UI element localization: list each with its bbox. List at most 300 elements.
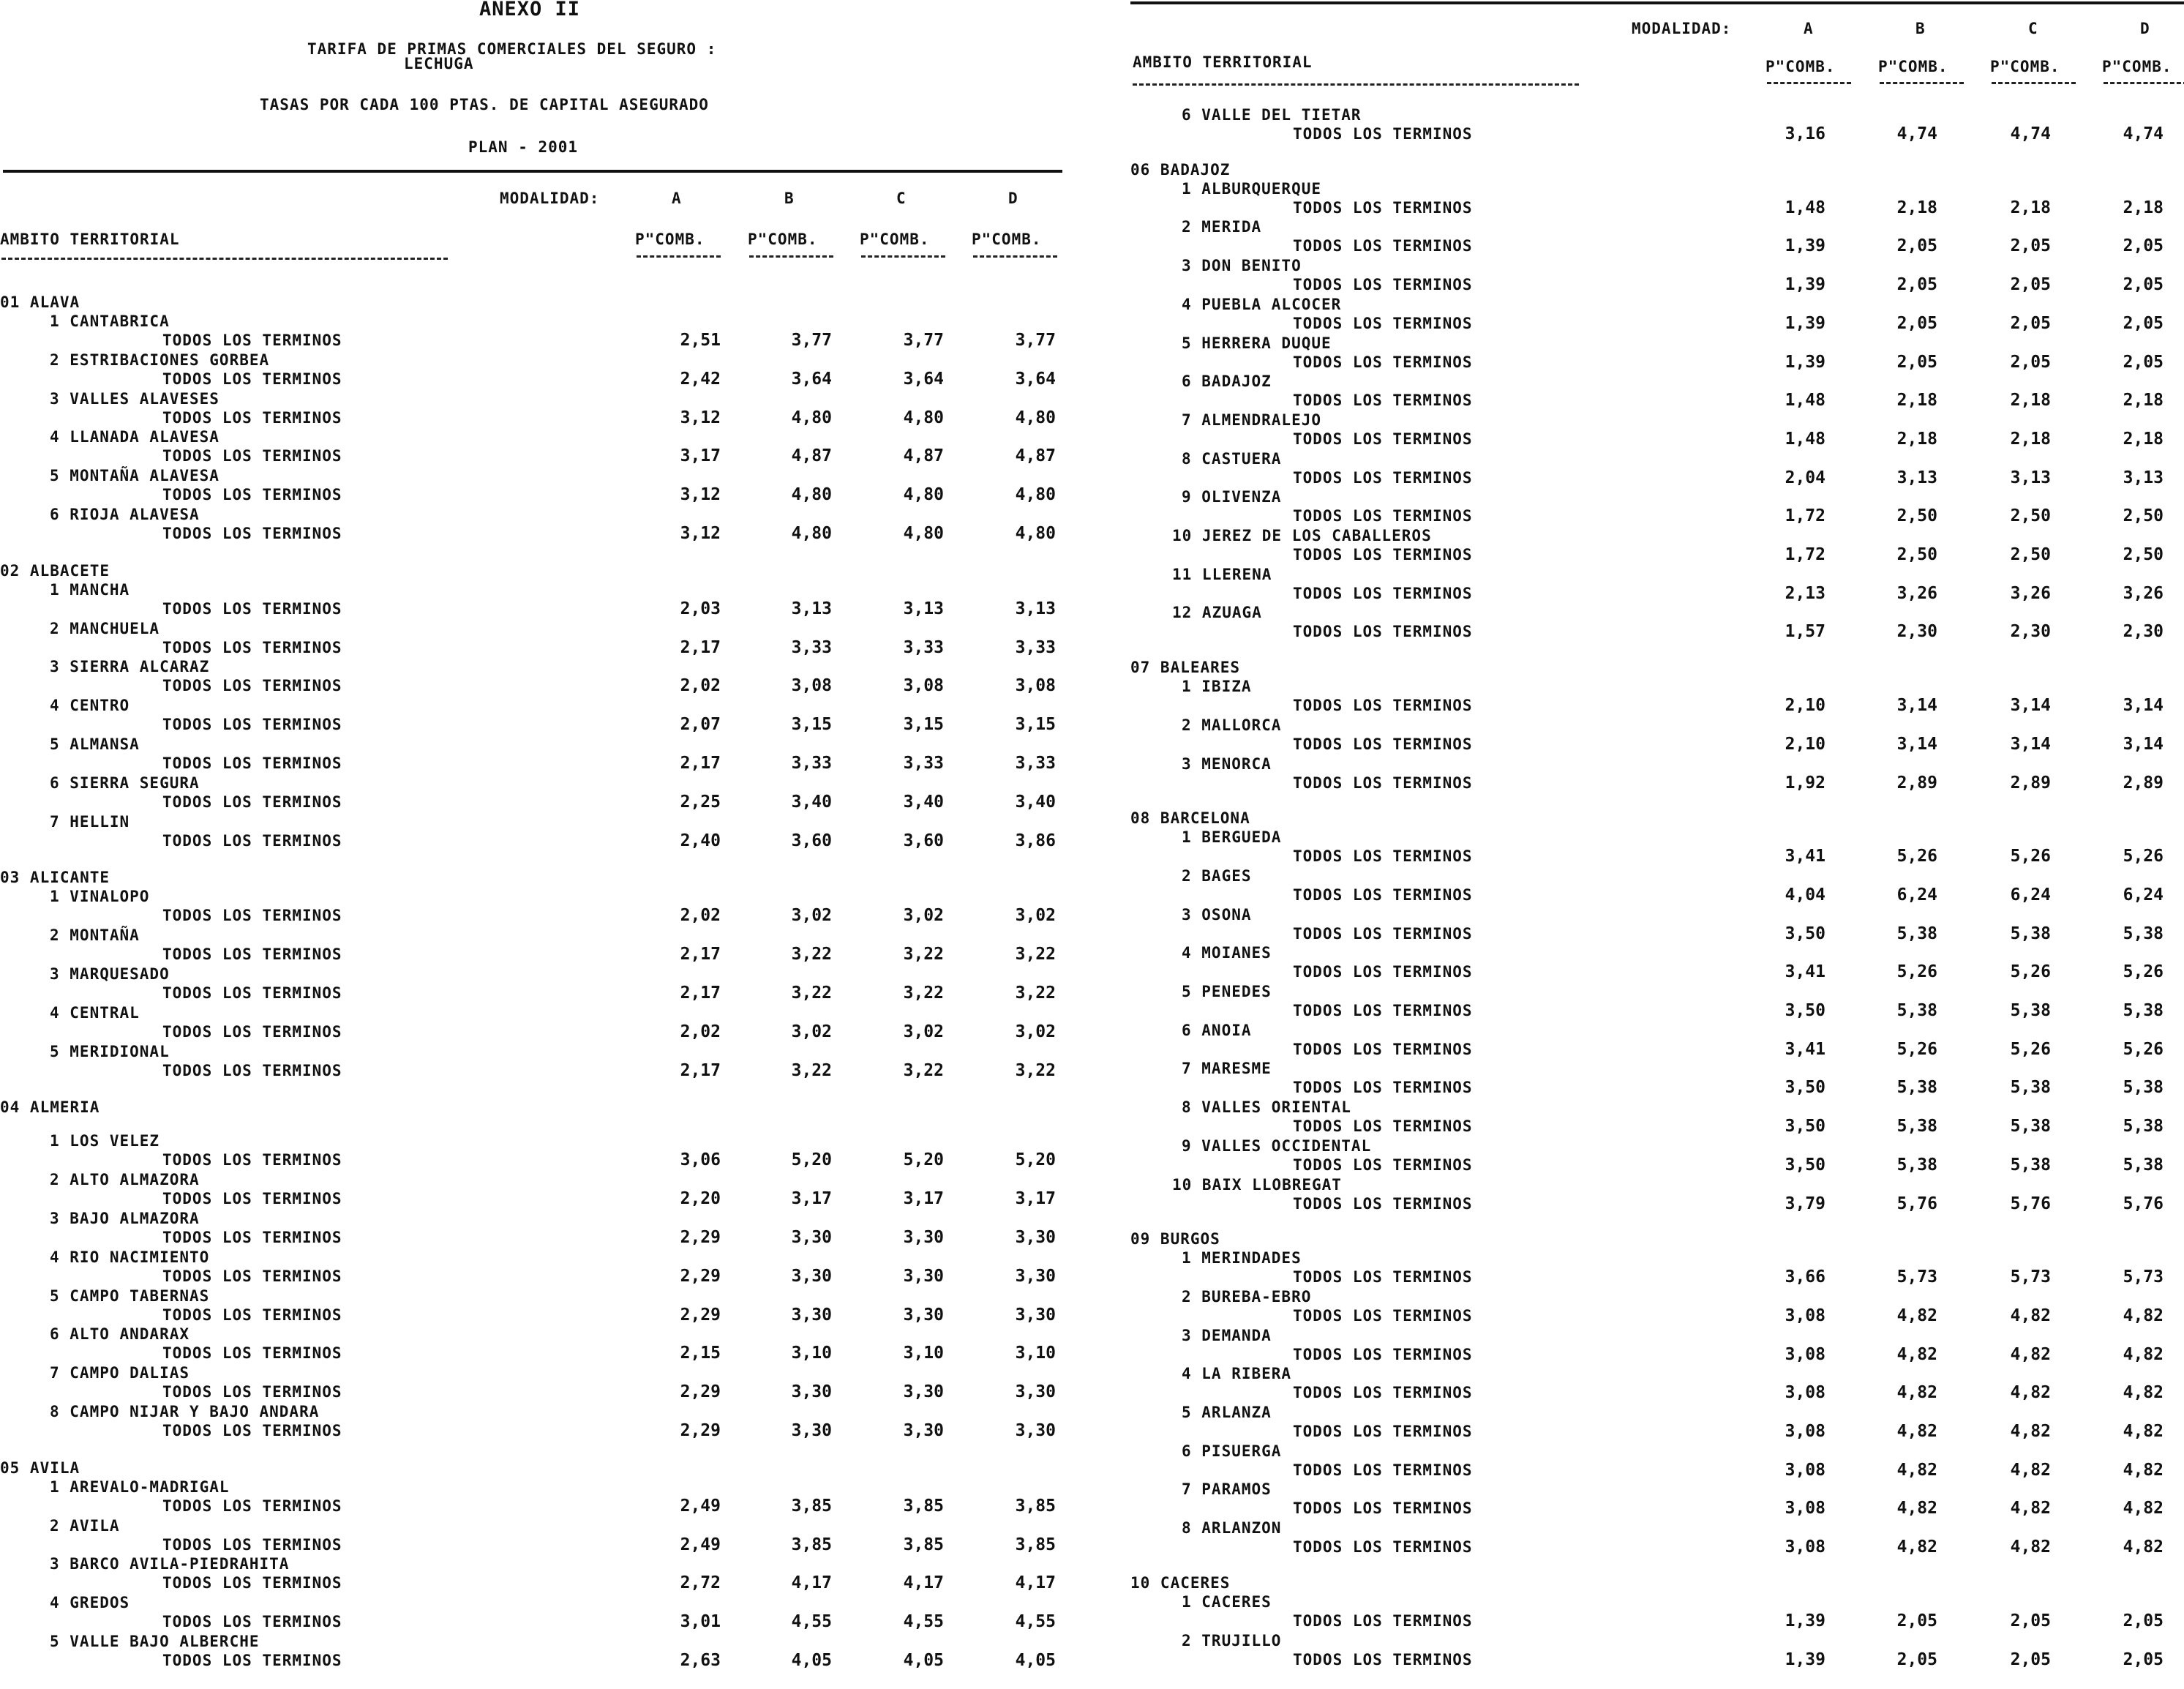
- modalidad-label-right: MODALIDAD:: [1632, 20, 1732, 37]
- zone-name: 6 ALTO ANDARAX: [50, 1325, 190, 1344]
- zone-name: 1 MERINDADES: [1182, 1249, 1302, 1267]
- rate-value-d: 2,89: [2123, 773, 2164, 793]
- term-label: TODOS LOS TERMINOS: [1293, 276, 1473, 294]
- rate-value-c: 4,87: [903, 446, 944, 466]
- ambito-label-right: AMBITO TERRITORIAL: [1133, 53, 1313, 71]
- rate-value-c: 3,30: [903, 1228, 944, 1247]
- rate-value-d: 5,26: [2123, 847, 2164, 866]
- rate-value-d: 5,26: [2123, 1039, 2164, 1059]
- rate-value-d: 3,26: [2123, 583, 2164, 603]
- modalidad-d-right: D: [2140, 20, 2150, 37]
- ambito-label: AMBITO TERRITORIAL: [0, 231, 180, 248]
- rate-value-b: 2,50: [1896, 545, 1937, 564]
- col-label-b-right: P"COMB.: [1878, 58, 1948, 75]
- zone-name: 2 ALTO ALMAZORA: [50, 1171, 200, 1189]
- zone-name: 2 ESTRIBACIONES GORBEA: [50, 351, 270, 369]
- rate-value-b: 4,55: [791, 1612, 832, 1632]
- zone-name: 5 MERIDIONAL: [50, 1042, 170, 1060]
- rate-value-d: 4,82: [2123, 1306, 2164, 1325]
- term-label: TODOS LOS TERMINOS: [1293, 353, 1473, 371]
- rate-value-c: 3,30: [903, 1266, 944, 1286]
- rate-value-d: 3,22: [1015, 945, 1056, 965]
- rate-value-b: 3,22: [791, 984, 832, 1003]
- rate-value-c: 2,05: [2010, 1649, 2051, 1669]
- rate-value-a: 2,02: [680, 1022, 721, 1041]
- zone-name: 3 BAJO ALMAZORA: [50, 1210, 200, 1227]
- term-label: TODOS LOS TERMINOS: [162, 408, 342, 427]
- rate-value-b: 2,05: [1896, 1611, 1937, 1630]
- annex-title: ANEXO II: [479, 0, 581, 20]
- rate-value-c: 4,80: [903, 524, 944, 543]
- term-label: TODOS LOS TERMINOS: [162, 638, 342, 656]
- term-label: TODOS LOS TERMINOS: [162, 1652, 342, 1669]
- rate-value-c: 3,30: [903, 1382, 944, 1402]
- rate-value-d: 3,33: [1015, 637, 1056, 657]
- zone-name: 5 CAMPO TABERNAS: [50, 1287, 210, 1305]
- province-heading: 07 BALEARES: [1130, 659, 1241, 677]
- term-label: TODOS LOS TERMINOS: [162, 1422, 342, 1439]
- col-underline: [861, 255, 945, 258]
- rate-value-d: 4,80: [1015, 485, 1056, 505]
- zone-name: 6 BADAJOZ: [1182, 372, 1272, 391]
- rate-value-a: 3,50: [1785, 1001, 1825, 1020]
- rate-value-d: 3,15: [1015, 715, 1056, 735]
- zone-name: 1 IBIZA: [1182, 678, 1252, 696]
- rate-value-a: 3,41: [1785, 1039, 1825, 1059]
- rate-value-b: 2,18: [1896, 391, 1937, 411]
- rate-value-c: 2,89: [2010, 773, 2051, 793]
- rate-value-b: 3,02: [791, 1022, 832, 1041]
- zone-name: 10 JEREZ DE LOS CABALLEROS: [1172, 527, 1432, 544]
- rate-value-a: 3,01: [680, 1612, 721, 1632]
- rate-value-b: 3,60: [791, 831, 832, 850]
- rate-value-c: 4,82: [2010, 1499, 2051, 1518]
- modalidad-b: B: [784, 190, 795, 207]
- term-label: TODOS LOS TERMINOS: [162, 716, 342, 734]
- rate-value-d: 5,38: [2123, 1117, 2164, 1136]
- rate-value-d: 4,82: [2123, 1344, 2164, 1364]
- term-label: TODOS LOS TERMINOS: [1293, 1156, 1473, 1174]
- rate-value-a: 1,48: [1785, 391, 1825, 411]
- rate-value-c: 5,26: [2010, 962, 2051, 982]
- rate-value-d: 4,87: [1015, 446, 1056, 466]
- rate-value-d: 5,20: [1015, 1150, 1056, 1170]
- zone-name: 6 PISUERGA: [1182, 1442, 1282, 1460]
- rate-value-c: 3,10: [903, 1344, 944, 1363]
- province-heading: 03 ALICANTE: [0, 869, 110, 887]
- rate-value-c: 4,82: [2010, 1538, 2051, 1557]
- zone-name: 1 ALBURQUERQUE: [1182, 179, 1322, 198]
- rate-value-c: 4,82: [2010, 1344, 2051, 1364]
- zone-name: 4 PUEBLA ALCOCER: [1182, 295, 1342, 313]
- rate-value-b: 3,13: [1896, 468, 1937, 487]
- rate-value-c: 2,18: [2010, 429, 2051, 449]
- term-label: TODOS LOS TERMINOS: [1293, 1499, 1473, 1518]
- zone-name: 1 VINALOPO: [50, 888, 150, 906]
- rate-value-d: 2,05: [2123, 352, 2164, 372]
- rate-value-c: 3,60: [903, 831, 944, 850]
- zone-name: 3 DEMANDA: [1182, 1326, 1272, 1344]
- rate-value-a: 2,10: [1785, 734, 1825, 754]
- rate-value-c: 5,38: [2010, 1117, 2051, 1136]
- rate-value-d: 4,80: [1015, 408, 1056, 427]
- rate-value-c: 3,85: [903, 1496, 944, 1516]
- zone-name: 2 MANCHUELA: [50, 619, 160, 637]
- rate-value-b: 2,18: [1896, 198, 1937, 217]
- term-label: TODOS LOS TERMINOS: [162, 1574, 342, 1592]
- rate-value-c: 3,22: [903, 1060, 944, 1080]
- rate-value-c: 3,40: [903, 792, 944, 812]
- rate-value-b: 3,77: [791, 331, 832, 350]
- rate-value-a: 2,49: [680, 1535, 721, 1554]
- rate-value-a: 3,17: [680, 446, 721, 466]
- rate-value-c: 5,26: [2010, 1039, 2051, 1059]
- zone-name: 3 SIERRA ALCARAZ: [50, 658, 210, 676]
- rate-value-b: 3,85: [791, 1496, 832, 1516]
- rate-value-b: 4,74: [1896, 124, 1937, 143]
- zone-name: 7 ALMENDRALEJO: [1182, 411, 1322, 429]
- rate-value-b: 4,82: [1896, 1422, 1937, 1441]
- rate-value-b: 5,38: [1896, 924, 1937, 943]
- zone-name: 8 ARLANZON: [1182, 1519, 1282, 1538]
- term-label: TODOS LOS TERMINOS: [1293, 314, 1473, 332]
- rate-value-c: 2,50: [2010, 506, 2051, 526]
- term-label: TODOS LOS TERMINOS: [1293, 1117, 1473, 1136]
- rate-value-d: 3,30: [1015, 1266, 1056, 1286]
- rate-value-a: 4,04: [1785, 885, 1825, 905]
- rate-value-a: 1,39: [1785, 352, 1825, 372]
- rate-value-b: 4,82: [1896, 1499, 1937, 1518]
- rate-value-a: 3,50: [1785, 1117, 1825, 1136]
- rate-value-a: 2,25: [680, 792, 721, 812]
- term-label: TODOS LOS TERMINOS: [1293, 847, 1473, 866]
- rate-value-d: 4,82: [2123, 1422, 2164, 1441]
- rate-value-c: 5,73: [2010, 1267, 2051, 1287]
- rate-value-d: 3,10: [1015, 1344, 1056, 1363]
- rate-value-a: 3,08: [1785, 1460, 1825, 1480]
- rate-value-a: 2,02: [680, 906, 721, 926]
- rate-value-d: 2,18: [2123, 198, 2164, 217]
- zone-name: 6 VALLE DEL TIETAR: [1182, 106, 1362, 124]
- col-underline: [2104, 82, 2184, 84]
- zone-name: 4 RIO NACIMIENTO: [50, 1248, 210, 1266]
- rate-value-b: 3,08: [791, 676, 832, 696]
- zone-name: 1 AREVALO-MADRIGAL: [50, 1478, 230, 1496]
- rate-value-b: 3,15: [791, 715, 832, 735]
- rate-value-a: 3,12: [680, 524, 721, 543]
- province-heading: 08 BARCELONA: [1130, 809, 1250, 828]
- modalidad-b-right: B: [1915, 20, 1926, 37]
- rate-value-c: 4,74: [2010, 124, 2051, 143]
- zone-name: 6 ANOIA: [1182, 1021, 1252, 1039]
- rate-value-d: 5,38: [2123, 1078, 2164, 1098]
- rate-value-d: 3,85: [1015, 1496, 1056, 1516]
- rate-value-d: 5,38: [2123, 1155, 2164, 1175]
- rate-value-a: 3,08: [1785, 1538, 1825, 1557]
- rate-value-d: 3,30: [1015, 1228, 1056, 1247]
- term-label: TODOS LOS TERMINOS: [1293, 1345, 1473, 1363]
- rate-value-b: 3,02: [791, 906, 832, 926]
- rate-value-a: 2,03: [680, 599, 721, 618]
- rate-value-b: 4,80: [791, 524, 832, 543]
- term-label: TODOS LOS TERMINOS: [162, 945, 342, 964]
- rate-value-c: 5,76: [2010, 1194, 2051, 1213]
- rate-value-d: 3,77: [1015, 331, 1056, 350]
- rate-value-d: 4,82: [2123, 1499, 2164, 1518]
- rate-value-c: 5,38: [2010, 1001, 2051, 1020]
- rate-value-a: 1,39: [1785, 1649, 1825, 1669]
- rate-value-d: 3,17: [1015, 1189, 1056, 1209]
- rate-value-d: 3,14: [2123, 696, 2164, 716]
- zone-name: 5 HERRERA DUQUE: [1182, 334, 1332, 352]
- rate-value-a: 1,92: [1785, 773, 1825, 793]
- rate-value-c: 2,05: [2010, 275, 2051, 295]
- rate-value-a: 2,51: [680, 331, 721, 350]
- term-label: TODOS LOS TERMINOS: [1293, 1384, 1473, 1402]
- rate-value-d: 4,82: [2123, 1460, 2164, 1480]
- rate-value-d: 3,02: [1015, 906, 1056, 926]
- rate-value-c: 3,13: [2010, 468, 2051, 487]
- rate-value-b: 2,05: [1896, 236, 1937, 256]
- rate-value-b: 6,24: [1896, 885, 1937, 905]
- rate-value-b: 3,30: [791, 1266, 832, 1286]
- rate-value-a: 2,13: [1785, 583, 1825, 603]
- rate-value-d: 3,14: [2123, 734, 2164, 754]
- rate-value-b: 5,26: [1896, 1039, 1937, 1059]
- zone-name: 4 CENTRAL: [50, 1003, 140, 1022]
- rate-value-b: 2,05: [1896, 1649, 1937, 1669]
- rate-value-c: 5,20: [903, 1150, 944, 1170]
- rate-value-a: 2,49: [680, 1496, 721, 1516]
- rate-value-c: 4,80: [903, 485, 944, 505]
- term-label: TODOS LOS TERMINOS: [1293, 623, 1473, 641]
- rate-value-a: 2,17: [680, 637, 721, 657]
- term-label: TODOS LOS TERMINOS: [1293, 1002, 1473, 1019]
- term-label: TODOS LOS TERMINOS: [1293, 697, 1473, 715]
- rate-value-b: 5,73: [1896, 1267, 1937, 1287]
- rate-value-b: 5,76: [1896, 1194, 1937, 1213]
- rate-value-d: 3,40: [1015, 792, 1056, 812]
- zone-name: 4 CENTRO: [50, 697, 130, 715]
- rate-value-c: 3,14: [2010, 734, 2051, 754]
- zone-name: 7 CAMPO DALIAS: [50, 1364, 190, 1382]
- rate-value-b: 2,05: [1896, 352, 1937, 372]
- term-label: TODOS LOS TERMINOS: [162, 677, 342, 695]
- rate-value-c: 4,05: [903, 1651, 944, 1670]
- rate-value-a: 2,40: [680, 831, 721, 850]
- zone-name: 4 LLANADA ALAVESA: [50, 428, 219, 446]
- rate-value-b: 3,30: [791, 1382, 832, 1402]
- rate-value-b: 4,82: [1896, 1306, 1937, 1325]
- term-label: TODOS LOS TERMINOS: [162, 1613, 342, 1631]
- rate-value-c: 4,80: [903, 408, 944, 427]
- zone-name: 4 LA RIBERA: [1182, 1365, 1292, 1383]
- tariff-title: TARIFA DE PRIMAS COMERCIALES DEL SEGURO :: [307, 40, 717, 58]
- col-underline: [973, 255, 1057, 258]
- zone-name: 2 MERIDA: [1182, 218, 1262, 236]
- zone-name: 3 BARCO AVILA-PIEDRAHITA: [50, 1555, 290, 1573]
- rate-value-c: 3,08: [903, 676, 944, 696]
- rate-value-a: 2,29: [680, 1382, 721, 1402]
- rate-value-d: 4,55: [1015, 1612, 1056, 1632]
- col-label-a: P"COMB.: [635, 231, 705, 248]
- term-label: TODOS LOS TERMINOS: [162, 1229, 342, 1246]
- rate-value-d: 5,38: [2123, 1001, 2164, 1020]
- rate-value-b: 4,05: [791, 1651, 832, 1670]
- rate-value-a: 3,50: [1785, 924, 1825, 943]
- term-label: TODOS LOS TERMINOS: [162, 1061, 342, 1079]
- province-heading: 02 ALBACETE: [0, 561, 110, 580]
- rate-value-b: 4,80: [791, 408, 832, 427]
- term-label: TODOS LOS TERMINOS: [162, 332, 342, 349]
- zone-name: 3 DON BENITO: [1182, 257, 1302, 275]
- term-label: TODOS LOS TERMINOS: [162, 1022, 342, 1041]
- rate-value-a: 2,42: [680, 369, 721, 389]
- zone-name: 8 VALLES ORIENTAL: [1182, 1098, 1351, 1117]
- rate-value-b: 3,64: [791, 369, 832, 389]
- term-label: TODOS LOS TERMINOS: [1293, 392, 1473, 410]
- rate-value-b: 5,26: [1896, 847, 1937, 866]
- zone-name: 1 LOS VELEZ: [50, 1132, 160, 1150]
- rate-value-c: 3,15: [903, 715, 944, 735]
- zone-name: 1 MANCHA: [50, 580, 130, 599]
- rate-value-b: 2,18: [1896, 429, 1937, 449]
- rate-value-c: 2,05: [2010, 313, 2051, 333]
- rate-value-c: 5,26: [2010, 847, 2051, 866]
- rate-value-c: 5,38: [2010, 924, 2051, 943]
- rate-value-c: 3,14: [2010, 696, 2051, 716]
- zone-name: 2 BUREBA-EBRO: [1182, 1287, 1312, 1306]
- col-underline: [749, 255, 833, 258]
- zone-name: 2 BAGES: [1182, 866, 1252, 885]
- col-underline: [1992, 82, 2076, 84]
- rate-value-a: 2,07: [680, 715, 721, 735]
- rate-value-b: 4,82: [1896, 1460, 1937, 1480]
- zone-name: 2 MONTAÑA: [50, 926, 140, 945]
- zone-name: 5 PENEDES: [1182, 983, 1272, 1000]
- header-rule-right: [1130, 1, 2184, 4]
- rate-value-a: 2,17: [680, 1060, 721, 1080]
- zone-name: 3 MARQUESADO: [50, 965, 170, 983]
- zone-name: 8 CAMPO NIJAR Y BAJO ANDARA: [50, 1403, 320, 1420]
- rate-value-c: 5,38: [2010, 1155, 2051, 1175]
- term-label: TODOS LOS TERMINOS: [1293, 546, 1473, 563]
- zone-name: 2 MALLORCA: [1182, 716, 1282, 734]
- term-label: TODOS LOS TERMINOS: [1293, 885, 1473, 904]
- rate-value-a: 1,39: [1785, 236, 1825, 256]
- rate-value-d: 3,22: [1015, 984, 1056, 1003]
- rate-value-c: 6,24: [2010, 885, 2051, 905]
- term-label: TODOS LOS TERMINOS: [162, 907, 342, 925]
- rate-value-b: 2,30: [1896, 622, 1937, 642]
- zone-name: 1 CANTABRICA: [50, 312, 170, 330]
- rate-value-b: 3,33: [791, 754, 832, 773]
- term-label: TODOS LOS TERMINOS: [1293, 430, 1473, 448]
- rate-value-d: 3,30: [1015, 1305, 1056, 1325]
- rate-value-b: 2,50: [1896, 506, 1937, 526]
- modalidad-d: D: [1008, 190, 1018, 207]
- rate-value-d: 2,05: [2123, 236, 2164, 256]
- rate-value-a: 3,50: [1785, 1078, 1825, 1098]
- rate-value-d: 5,73: [2123, 1267, 2164, 1287]
- rate-value-b: 2,05: [1896, 275, 1937, 295]
- col-label-d: P"COMB.: [972, 231, 1042, 248]
- rate-value-a: 2,15: [680, 1344, 721, 1363]
- zone-name: 3 OSONA: [1182, 905, 1252, 924]
- zone-name: 8 CASTUERA: [1182, 449, 1282, 468]
- zone-name: 4 MOIANES: [1182, 944, 1272, 962]
- rate-value-c: 3,30: [903, 1421, 944, 1440]
- rate-value-c: 4,82: [2010, 1383, 2051, 1403]
- rate-value-c: 3,30: [903, 1305, 944, 1325]
- rate-value-d: 3,08: [1015, 676, 1056, 696]
- rate-value-d: 4,82: [2123, 1538, 2164, 1557]
- zone-name: 5 ALMANSA: [50, 735, 140, 753]
- rate-value-b: 3,33: [791, 637, 832, 657]
- term-label: TODOS LOS TERMINOS: [162, 1383, 342, 1401]
- rate-value-c: 2,50: [2010, 545, 2051, 564]
- rate-value-b: 3,85: [791, 1535, 832, 1554]
- rate-value-c: 3,26: [2010, 583, 2051, 603]
- rate-value-b: 5,26: [1896, 962, 1937, 982]
- rate-value-b: 3,30: [791, 1305, 832, 1325]
- rate-value-b: 3,17: [791, 1189, 832, 1209]
- rate-value-d: 3,33: [1015, 754, 1056, 773]
- rate-value-b: 4,82: [1896, 1383, 1937, 1403]
- modalidad-a: A: [672, 190, 682, 207]
- rate-value-a: 3,41: [1785, 962, 1825, 982]
- term-label: TODOS LOS TERMINOS: [162, 525, 342, 542]
- rate-value-b: 5,38: [1896, 1078, 1937, 1098]
- term-label: TODOS LOS TERMINOS: [1293, 1268, 1473, 1287]
- zone-name: 7 PARAMOS: [1182, 1480, 1272, 1499]
- term-label: TODOS LOS TERMINOS: [1293, 1650, 1473, 1669]
- zone-name: 7 HELLIN: [50, 812, 130, 831]
- rate-value-b: 4,87: [791, 446, 832, 466]
- rate-value-b: 5,20: [791, 1150, 832, 1170]
- rate-value-b: 4,80: [791, 485, 832, 505]
- rate-value-d: 2,05: [2123, 275, 2164, 295]
- rate-value-c: 3,13: [903, 599, 944, 618]
- rate-value-a: 3,66: [1785, 1267, 1825, 1287]
- ambito-underline: [1, 258, 448, 260]
- modalidad-c-right: C: [2028, 20, 2038, 37]
- rate-value-a: 2,29: [680, 1228, 721, 1247]
- term-label: TODOS LOS TERMINOS: [162, 599, 342, 618]
- term-label: TODOS LOS TERMINOS: [1293, 1306, 1473, 1325]
- rate-value-c: 2,18: [2010, 198, 2051, 217]
- term-label: TODOS LOS TERMINOS: [1293, 1461, 1473, 1479]
- plan-year: PLAN - 2001: [468, 138, 579, 156]
- term-label: TODOS LOS TERMINOS: [1293, 584, 1473, 602]
- rate-value-d: 3,22: [1015, 1060, 1056, 1080]
- rate-value-d: 5,76: [2123, 1194, 2164, 1213]
- rate-value-c: 2,05: [2010, 1611, 2051, 1630]
- rate-value-c: 3,02: [903, 1022, 944, 1041]
- term-label: TODOS LOS TERMINOS: [1293, 1040, 1473, 1058]
- zone-name: 9 OLIVENZA: [1182, 488, 1282, 506]
- rate-value-d: 6,24: [2123, 885, 2164, 905]
- rate-value-c: 3,02: [903, 906, 944, 926]
- term-label: TODOS LOS TERMINOS: [1293, 1538, 1473, 1557]
- rate-value-a: 2,20: [680, 1189, 721, 1209]
- term-label: TODOS LOS TERMINOS: [1293, 1079, 1473, 1097]
- rate-value-d: 2,05: [2123, 1649, 2164, 1669]
- rate-value-a: 1,39: [1785, 275, 1825, 295]
- col-label-c: P"COMB.: [860, 231, 930, 248]
- term-label: TODOS LOS TERMINOS: [1293, 1423, 1473, 1440]
- rate-value-d: 2,50: [2123, 545, 2164, 564]
